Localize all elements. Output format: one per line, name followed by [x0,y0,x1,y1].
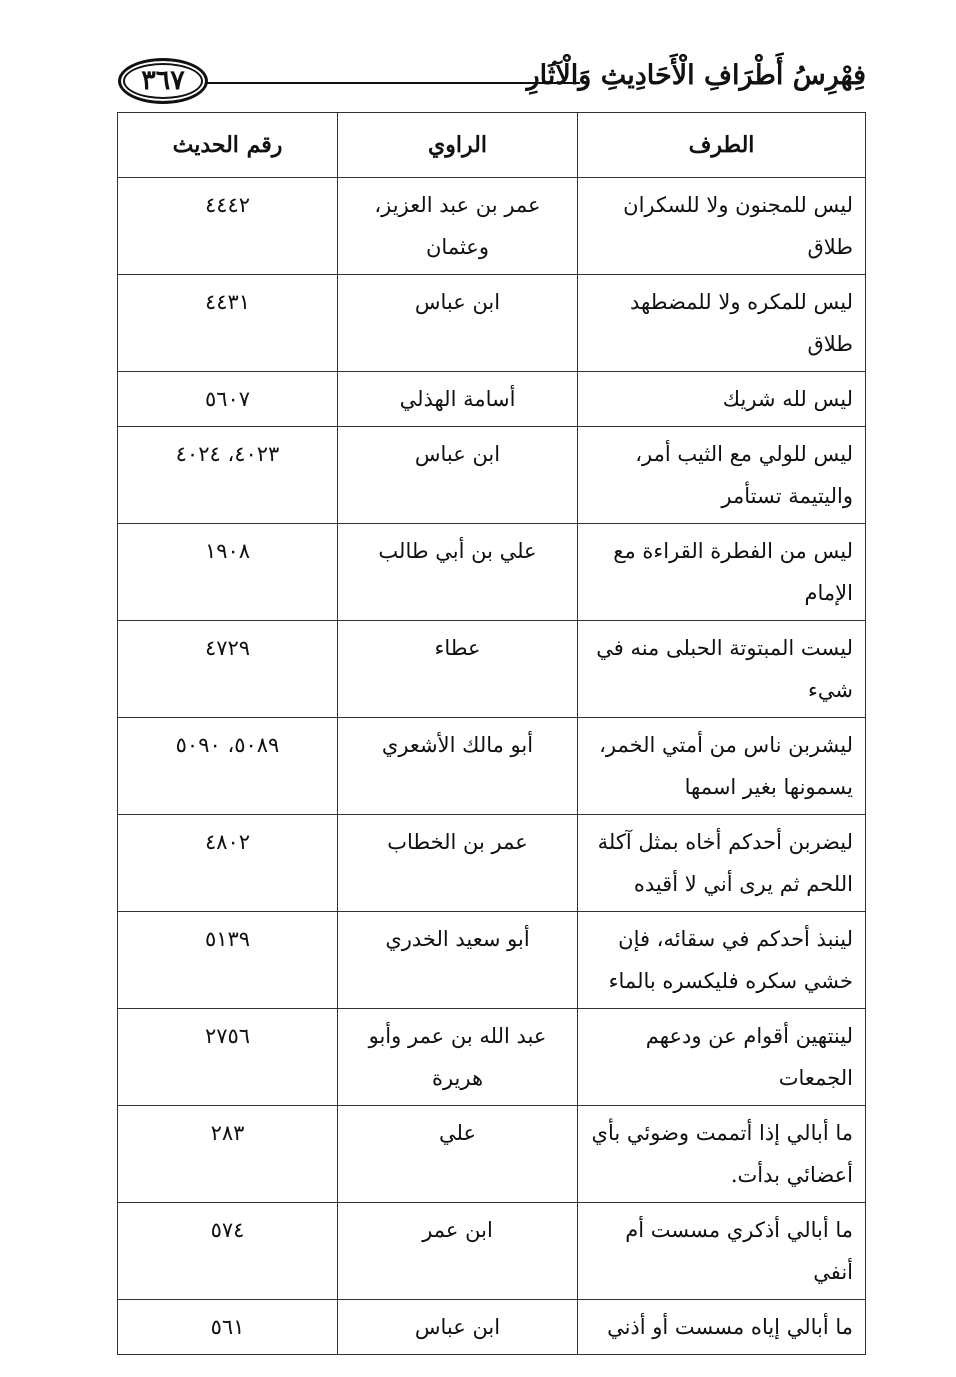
table-row [118,1203,866,1300]
hadith-text-cell: ليست المبتوتة الحبلى منه في شيء [578,621,866,718]
hadith-number-cell: ٢٨٣ [118,1106,338,1203]
table-row [118,718,866,815]
narrator-cell: عبد الله بن عمر وأبو هريرة [338,1009,578,1106]
hadith-text-cell: لينبذ أحدكم في سقائه، فإن خشي سكره فليكسره بالماء [578,912,866,1009]
table-row [118,178,866,275]
hadith-number-cell: ٥٦٠٧ [118,372,338,427]
hadith-number-cell: ٤٤٤٢ [118,178,338,275]
hadith-text-cell: ليس لله شريك [578,372,866,427]
hadith-text-cell: ما أبالي أذكري مسست أم أنفي [578,1203,866,1300]
hadith-text-cell: ليس من الفطرة القراءة مع الإمام [578,524,866,621]
hadith-text-cell: ما أبالي إياه مسست أو أذني [578,1300,866,1355]
header-rule [204,82,580,84]
hadith-text-cell: ليشربن ناس من أمتي الخمر، يسمونها بغير اسمها [578,718,866,815]
column-header-narrator: الراوي [338,113,578,178]
narrator-cell: ابن عمر [338,1203,578,1300]
column-header-text: الطرف [578,113,866,178]
hadith-number-cell: ٥٠٨٩، ٥٠٩٠ [118,718,338,815]
table-row [118,1009,866,1106]
hadith-text-cell: ليس للولي مع الثيب أمر، واليتيمة تستأمر [578,427,866,524]
table-row [118,1300,866,1355]
page-number-badge: ٣٦٧ [118,58,208,104]
hadith-text-cell: ليس للمكره ولا للمضطهد طلاق [578,275,866,372]
table-row [118,427,866,524]
narrator-cell: ابن عباس [338,275,578,372]
table-row [118,524,866,621]
table-row [118,815,866,912]
hadith-number-cell: ٥٦١ [118,1300,338,1355]
hadith-text-cell: ليس للمجنون ولا للسكران طلاق [578,178,866,275]
hadith-text-cell: ما أبالي إذا أتممت وضوئي بأي أعضائي بدأت. [578,1106,866,1203]
table-row [118,912,866,1009]
hadith-number-cell: ١٩٠٨ [118,524,338,621]
column-header-number: رقم الحديث [118,113,338,178]
narrator-cell: علي بن أبي طالب [338,524,578,621]
narrator-cell: أسامة الهذلي [338,372,578,427]
narrator-cell: عمر بن الخطاب [338,815,578,912]
hadith-text-cell: ليضربن أحدكم أخاه بمثل آكلة اللحم ثم يرى أني لا أقيده [578,815,866,912]
table-header-row [118,113,866,178]
hadith-number-cell: ٤٨٠٢ [118,815,338,912]
hadith-number-cell: ٥٧٤ [118,1203,338,1300]
narrator-cell: عطاء [338,621,578,718]
table-row [118,275,866,372]
hadith-number-cell: ٤٠٢٣، ٤٠٢٤ [118,427,338,524]
hadith-number-cell: ٥١٣٩ [118,912,338,1009]
narrator-cell: ابن عباس [338,1300,578,1355]
hadith-number-cell: ٢٧٥٦ [118,1009,338,1106]
narrator-cell: أبو مالك الأشعري [338,718,578,815]
narrator-cell: عمر بن عبد العزيز، وعثمان [338,178,578,275]
table-row [118,621,866,718]
header-title: فِهْرِسُ أَطْرَافِ الْأَحَادِيثِ وَالْآثَارِ [526,60,866,91]
narrator-cell: ابن عباس [338,427,578,524]
hadith-number-cell: ٤٤٣١ [118,275,338,372]
page-header [112,52,872,108]
narrator-cell: علي [338,1106,578,1203]
hadith-text-cell: لينتهين أقوام عن ودعهم الجمعات [578,1009,866,1106]
narrator-cell: أبو سعيد الخدري [338,912,578,1009]
table-row [118,372,866,427]
hadith-number-cell: ٤٧٢٩ [118,621,338,718]
table-row [118,1106,866,1203]
hadith-index-table [117,112,866,1355]
